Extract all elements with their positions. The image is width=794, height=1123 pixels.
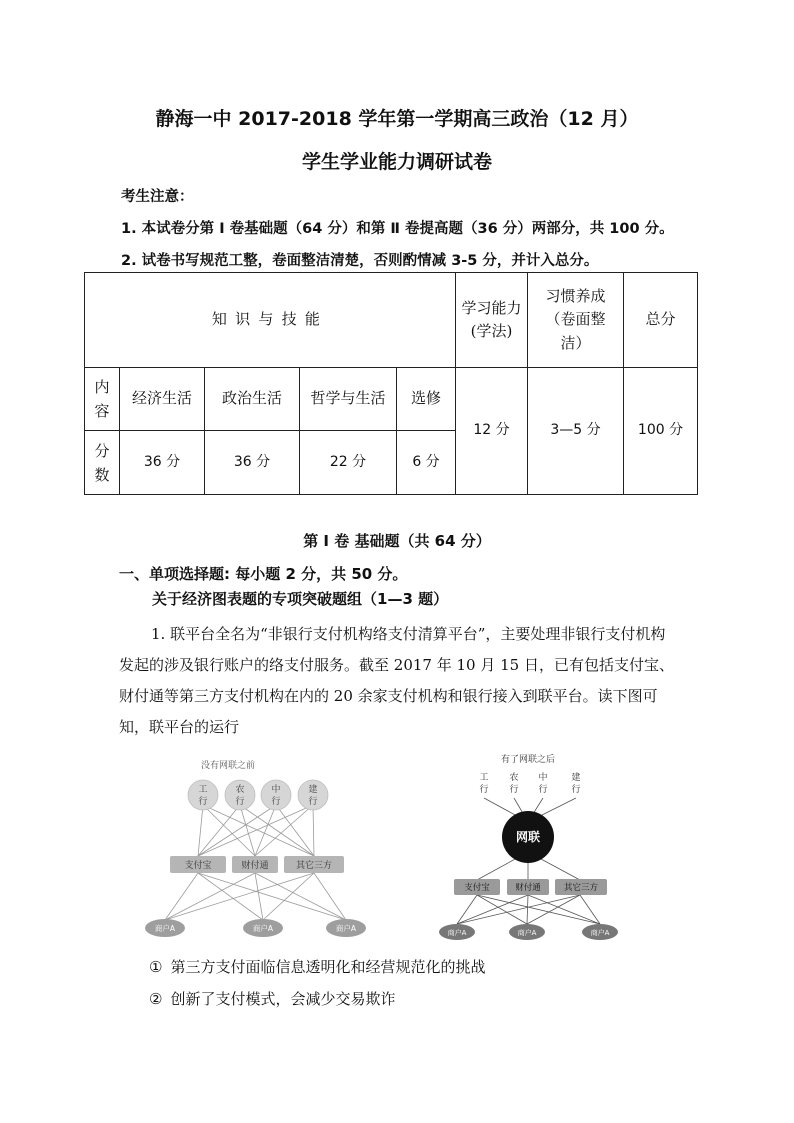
total-score: 100 分 — [624, 368, 698, 495]
right-merchant-1: 商户A — [447, 929, 467, 937]
right-platform-other: 其它三方 — [563, 883, 599, 893]
network-diagram — [118, 752, 678, 948]
left-bank-gong-icon: 工 — [198, 785, 208, 795]
right-platform-tenpay: 财付通 — [515, 883, 541, 893]
score-economics: 36 分 — [120, 431, 205, 495]
right-merchant-3: 商户A — [590, 929, 610, 937]
svg-text:行: 行 — [479, 785, 489, 795]
score-label: 分数 — [85, 431, 120, 495]
svg-text:行: 行 — [509, 785, 519, 795]
left-platform-tenpay: 财付通 — [241, 861, 269, 871]
svg-text:行: 行 — [308, 797, 318, 807]
total-header: 总分 — [624, 273, 698, 368]
left-platform-alipay: 支付宝 — [184, 861, 212, 871]
hub-label: 网联 — [515, 830, 541, 844]
svg-text:行: 行 — [198, 797, 208, 807]
left-merchant-1: 商户A — [154, 924, 176, 933]
score-philosophy: 22 分 — [300, 431, 397, 495]
habit-header: 习惯养成（卷面整洁） — [528, 273, 624, 368]
left-merchant-3: 商户A — [335, 924, 357, 933]
content-label: 内容 — [85, 368, 120, 431]
subject-philosophy: 哲学与生活 — [300, 368, 397, 431]
group-title: 关于经济图表题的专项突破题组（1—3 题） — [152, 590, 449, 608]
right-bank-nong-icon: 农 — [509, 773, 519, 783]
left-bank-jian-icon: 建 — [308, 785, 318, 795]
left-bank-zhong-icon: 中 — [271, 785, 281, 795]
score-table — [84, 272, 698, 495]
ability-score: 12 分 — [456, 368, 528, 495]
svg-text:行: 行 — [271, 797, 281, 807]
page-subtitle: 学生学业能力调研试卷 — [301, 151, 492, 173]
svg-text:行: 行 — [235, 797, 245, 807]
subject-politics: 政治生活 — [205, 368, 300, 431]
left-platform-other: 其它三方 — [295, 861, 333, 871]
after-title: 有了网联之后 — [500, 755, 556, 765]
notice-item-2: 2. 试卷书写规范工整，卷面整洁清楚，否则酌情减 3-5 分，并计入总分。 — [121, 253, 599, 269]
section-title: 第 Ⅰ 卷 基础题（共 64 分） — [303, 532, 491, 550]
score-elective: 6 分 — [397, 431, 456, 495]
question-1-text: 1. 联平台全名为“非银行支付机构络支付清算平台”，主要处理非银行支付机构发起的涉及银行账户的络支付服务。截至 2017 年 10 月 15 日，已有包括支付宝、财付通等第三方支付机构在内的 20 余家支付机构和银行接入到联平台。读下图可知，联平台的运行 — [119, 625, 674, 736]
subject-economics: 经济生活 — [120, 368, 205, 431]
before-title: 没有网联之前 — [200, 761, 256, 771]
subject-elective: 选修 — [397, 368, 456, 431]
right-bank-jian-icon: 建 — [571, 773, 581, 783]
right-bank-gong-icon: 工 — [479, 773, 489, 783]
right-bank-zhong-icon: 中 — [538, 773, 548, 783]
left-merchant-2: 商户A — [252, 924, 274, 933]
ability-header: 学习能力(学法) — [456, 273, 528, 368]
knowledge-skill-header: 知识与技能 — [85, 273, 456, 368]
right-merchant-2: 商户A — [517, 929, 537, 937]
score-politics: 36 分 — [205, 431, 300, 495]
habit-score: 3—5 分 — [528, 368, 624, 495]
left-bank-nong-icon: 农 — [235, 785, 245, 795]
part-title: 一、单项选择题: 每小题 2 分，共 50 分。 — [119, 565, 408, 583]
page-title: 静海一中 2017-2018 学年第一学期高三政治（12 月） — [155, 108, 639, 130]
svg-text:行: 行 — [571, 785, 581, 795]
option-1: ① 第三方支付面临信息透明化和经营规范化的挑战 — [149, 958, 486, 976]
notice-item-1: 1. 本试卷分第 Ⅰ 卷基础题（64 分）和第 Ⅱ 卷提高题（36 分）两部分，共 100 分。 — [121, 221, 674, 237]
notice-heading: 考生注意： — [121, 189, 194, 205]
svg-text:行: 行 — [538, 785, 548, 795]
right-platform-alipay: 支付宝 — [464, 883, 490, 893]
option-2: ② 创新了支付模式，会减少交易欺诈 — [149, 990, 396, 1008]
